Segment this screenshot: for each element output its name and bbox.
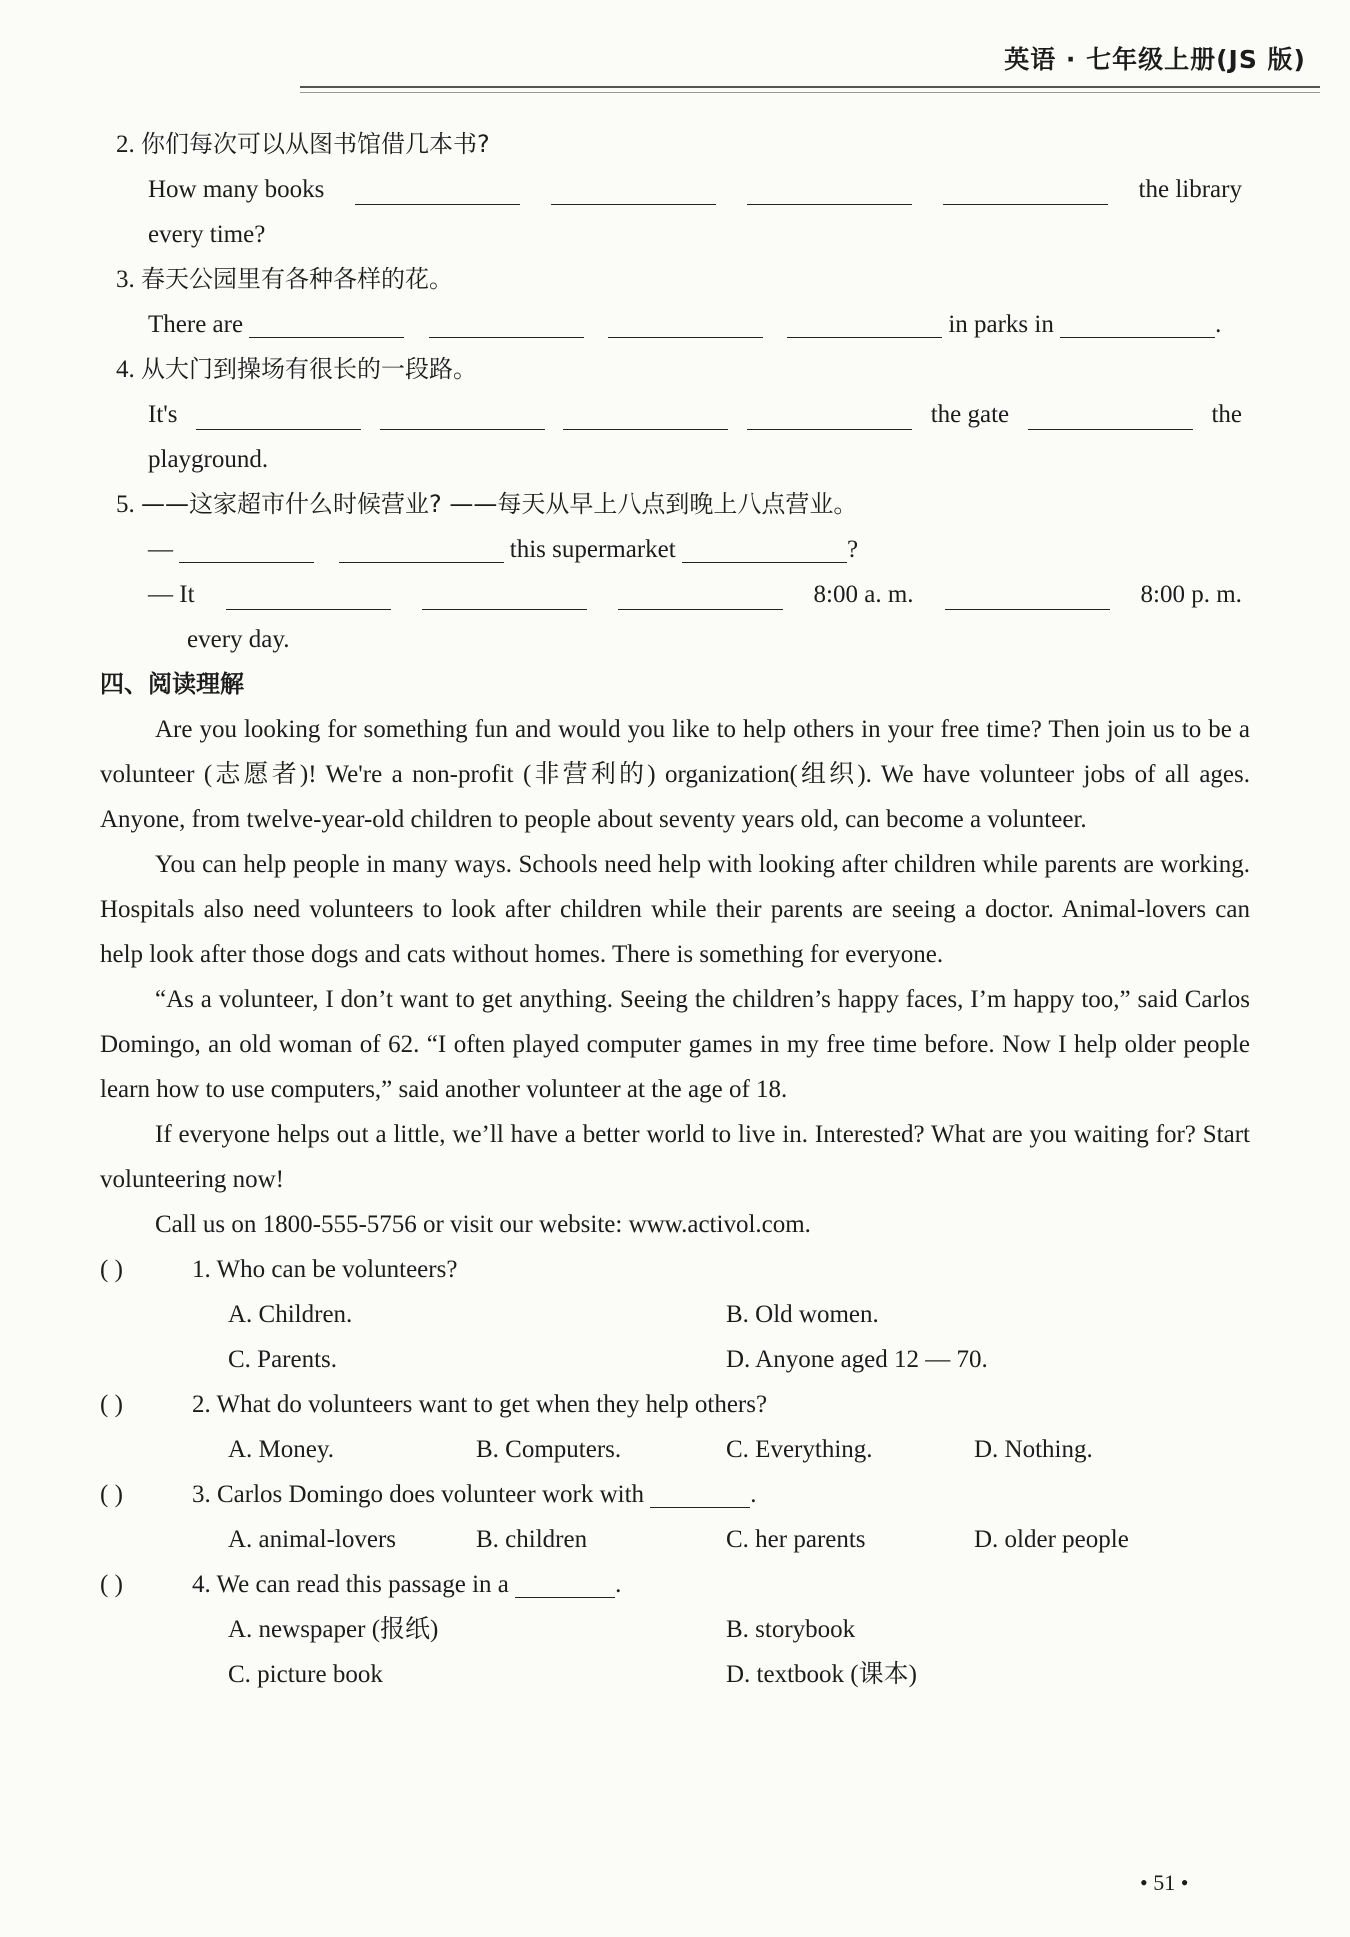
option-a[interactable]: A. newspaper (报纸): [228, 1616, 439, 1643]
option-a[interactable]: A. animal-lovers: [228, 1526, 397, 1553]
answer-blank[interactable]: [1060, 307, 1215, 338]
answer-blank[interactable]: [943, 174, 1108, 205]
answer-blank[interactable]: [1028, 399, 1193, 430]
q5-chinese: 5. ——这家超市什么时候营业? ——每天从早上八点到晚上八点营业。: [116, 490, 858, 518]
answer-blank[interactable]: [515, 1567, 615, 1598]
header-rule: [300, 86, 1320, 88]
section-title-reading: 四、阅读理解: [100, 670, 244, 698]
mc-question-3: ( ) 3. Carlos Domingo does volunteer work with .: [100, 1472, 1250, 1517]
q2-chinese: 2. 你们每次可以从图书馆借几本书?: [116, 130, 490, 158]
mc-options-4: [100, 1607, 1250, 1652]
answer-blank[interactable]: [226, 579, 391, 610]
q4-chinese: 4. 从大门到操场有很长的一段路。: [116, 355, 477, 383]
mc-options-2: [100, 1427, 1250, 1472]
answer-blank[interactable]: [682, 532, 847, 563]
answer-blank[interactable]: [196, 399, 361, 430]
option-b[interactable]: B. Computers.: [476, 1436, 622, 1463]
answer-paren[interactable]: ( ): [100, 1481, 123, 1508]
answer-paren[interactable]: ( ): [100, 1256, 123, 1283]
q3-chinese: 3. 春天公园里有各种各样的花。: [116, 265, 453, 293]
option-d[interactable]: D. older people: [974, 1526, 1129, 1553]
reading-paragraph: “As a volunteer, I don’t want to get anything. Seeing the children’s happy faces, I’m happy too,” said Carlos Domingo, an old woman of 62. “I often played computer games in my free time before. Now I help older people learn how to use computers,” said another volunteer at the age of 18.: [100, 986, 1250, 1103]
q5-english-a: — this supermarket ?: [100, 527, 1250, 572]
mc-question-2: ( ) 2. What do volunteers want to get when they help others?: [100, 1382, 1250, 1427]
answer-blank[interactable]: [747, 174, 912, 205]
option-d[interactable]: D. Nothing.: [974, 1436, 1093, 1463]
option-c[interactable]: C. Everything.: [726, 1436, 873, 1463]
option-b[interactable]: B. storybook: [726, 1616, 856, 1643]
q4-english: It's the gate the: [148, 401, 1242, 428]
reading-paragraph: Call us on 1800-555-5756 or visit our website: www.activol.com.: [155, 1211, 811, 1238]
answer-paren[interactable]: ( ): [100, 1571, 123, 1598]
option-c[interactable]: C. Parents.: [228, 1346, 338, 1373]
content-area: [100, 122, 1250, 1697]
option-b[interactable]: B. children: [476, 1526, 588, 1553]
q4-english-cont: playground.: [148, 446, 269, 473]
answer-blank[interactable]: [380, 399, 545, 430]
q5-english-b: — It 8:00 a. m. 8:00 p. m.: [148, 581, 1242, 608]
reading-paragraph: If everyone helps out a little, we’ll have a better world to live in. Interested? What are you waiting for? Start volunteering now!: [100, 1121, 1250, 1193]
reading-paragraph: Are you looking for something fun and would you like to help others in your free time? Then join us to be a volunteer (志愿者)! We're a non-profit (非营利的) organization(组织). We have volunteer jobs of all ages. Anyone, from twelve-year-old children to people about seventy years old, can become a volunteer.: [100, 716, 1250, 833]
mc-question-1: ( ) 1. Who can be volunteers?: [100, 1247, 1250, 1292]
mc-options-1b: [100, 1337, 1250, 1382]
option-a[interactable]: A. Money.: [228, 1436, 335, 1463]
header-rule-thin: [300, 92, 1320, 93]
option-b[interactable]: B. Old women.: [726, 1301, 879, 1328]
mc-question-4: ( ) 4. We can read this passage in a .: [100, 1562, 1250, 1607]
answer-blank[interactable]: [787, 307, 942, 338]
reading-paragraph: You can help people in many ways. Schools need help with looking after children while parents are working. Hospitals also need volunteers to look after children while their parents are seeing a doctor. Animal-lovers can help look after those dogs and cats without homes. There is something for everyone.: [100, 851, 1250, 968]
page-header: 英语 · 七年级上册(JS 版): [1004, 45, 1306, 74]
answer-blank[interactable]: [945, 579, 1110, 610]
answer-blank[interactable]: [249, 307, 404, 338]
answer-paren[interactable]: ( ): [100, 1391, 123, 1418]
answer-blank[interactable]: [563, 399, 728, 430]
answer-blank[interactable]: [422, 579, 587, 610]
q2-english: How many books the library: [148, 176, 1242, 203]
answer-blank[interactable]: [747, 399, 912, 430]
q2-english-cont: every time?: [148, 221, 266, 248]
page-number: • 51 •: [1140, 1870, 1189, 1895]
answer-blank[interactable]: [608, 307, 763, 338]
option-d[interactable]: D. textbook (课本): [726, 1661, 917, 1688]
mc-options-3: [100, 1517, 1250, 1562]
answer-blank[interactable]: [551, 174, 716, 205]
mc-options-1: [100, 1292, 1250, 1337]
answer-blank[interactable]: [179, 532, 314, 563]
q5-english-cont: every day.: [187, 626, 290, 653]
mc-options-4b: [100, 1652, 1250, 1697]
answer-blank[interactable]: [355, 174, 520, 205]
option-c[interactable]: C. picture book: [228, 1661, 383, 1688]
answer-blank[interactable]: [339, 532, 504, 563]
option-d[interactable]: D. Anyone aged 12 — 70.: [726, 1346, 988, 1373]
answer-blank[interactable]: [618, 579, 783, 610]
answer-blank[interactable]: [650, 1477, 750, 1508]
option-a[interactable]: A. Children.: [228, 1301, 353, 1328]
q3-english: There are in parks in .: [100, 302, 1250, 347]
option-c[interactable]: C. her parents: [726, 1526, 866, 1553]
answer-blank[interactable]: [429, 307, 584, 338]
